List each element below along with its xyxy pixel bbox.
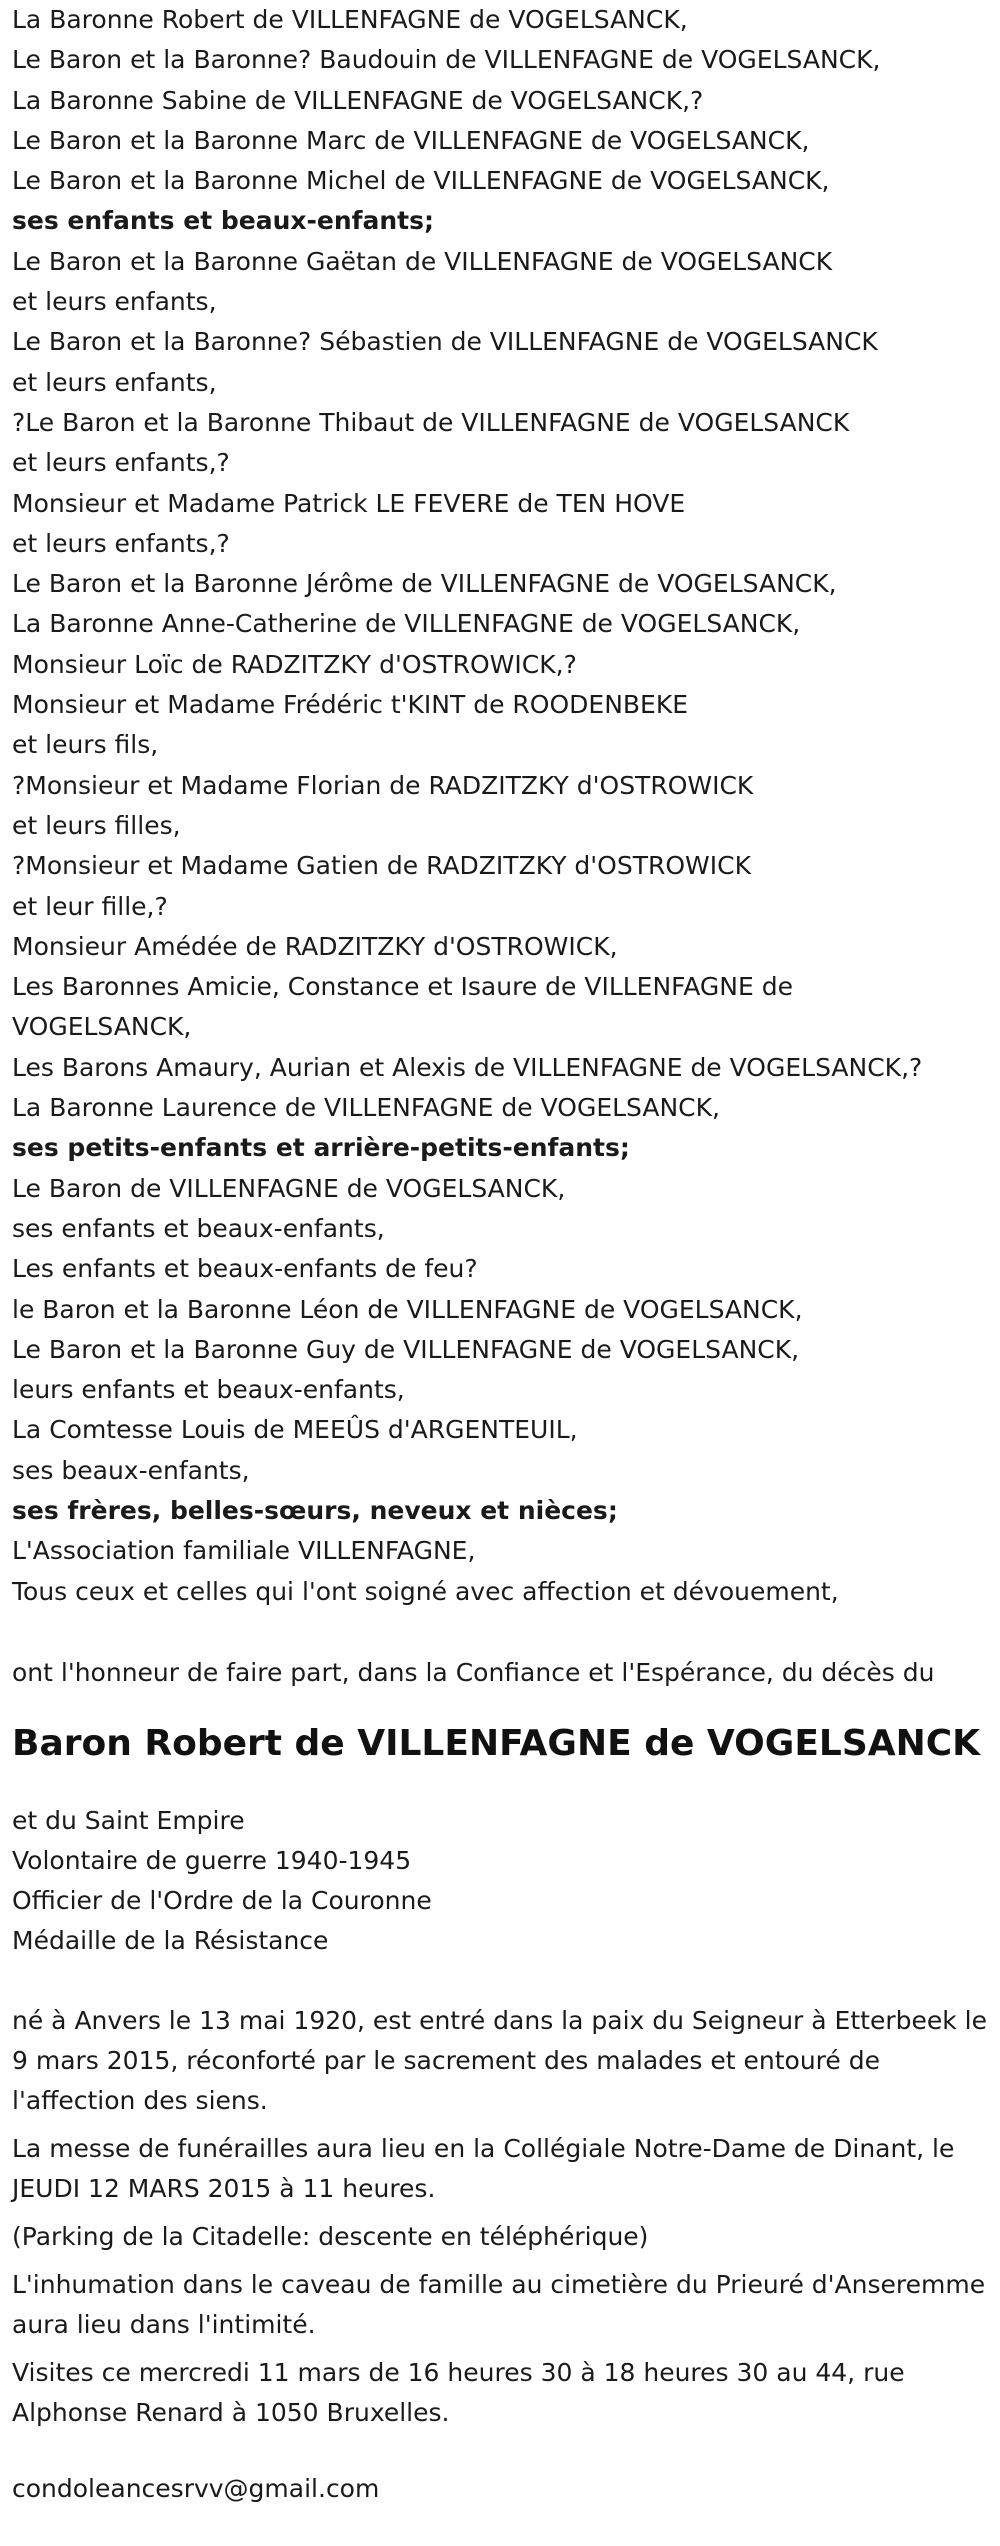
family-line: Monsieur et Madame Frédéric t'KINT de ROODENBEKE [12, 690, 689, 720]
family-line: VOGELSANCK, [12, 1012, 192, 1042]
family-line: ses enfants et beaux-enfants, [12, 1213, 385, 1243]
family-line: ?Monsieur et Madame Gatien de RADZITZKY d'OSTROWICK [12, 851, 751, 881]
family-group-heading: ses petits-enfants et arrière-petits-enfants; [12, 1133, 630, 1163]
family-line: leurs enfants et beaux-enfants, [12, 1375, 405, 1405]
family-line: Le Baron et la Baronne? Sébastien de VILLENFAGNE de VOGELSANCK [12, 327, 878, 357]
family-list [12, 0, 1000, 1612]
family-line: ?Le Baron et la Baronne Thibaut de VILLENFAGNE de VOGELSANCK [12, 407, 850, 437]
family-line: et leurs enfants, [12, 367, 217, 397]
family-line: Monsieur et Madame Patrick LE FEVERE de TEN HOVE [12, 488, 686, 518]
family-line: le Baron et la Baronne Léon de VILLENFAGNE de VOGELSANCK, [12, 1294, 803, 1324]
family-line: ?Monsieur et Madame Florian de RADZITZKY d'OSTROWICK [12, 770, 754, 800]
family-line: et leurs filles, [12, 810, 181, 840]
family-line: Le Baron et la Baronne Michel de VILLENFAGNE de VOGELSANCK, [12, 166, 830, 196]
family-line: Le Baron et la Baronne Guy de VILLENFAGNE de VOGELSANCK, [12, 1334, 800, 1364]
funeral-mass-paragraph: La messe de funérailles aura lieu en la Collégiale Notre-Dame de Dinant, le JEUDI 12 MARS 2015 à 11 heures. [12, 2133, 955, 2203]
family-line: La Baronne Laurence de VILLENFAGNE de VOGELSANCK, [12, 1093, 720, 1123]
family-line: ses beaux-enfants, [12, 1455, 250, 1485]
family-line: Le Baron et la Baronne? Baudouin de VILLENFAGNE de VOGELSANCK, [12, 45, 881, 75]
family-line: La Baronne Sabine de VILLENFAGNE de VOGELSANCK,? [12, 85, 704, 115]
honorific-titles [12, 1801, 1000, 1961]
family-line: Monsieur Loïc de RADZITZKY d'OSTROWICK,? [12, 649, 577, 679]
family-line: Le Baron de VILLENFAGNE de VOGELSANCK, [12, 1173, 566, 1203]
title-line: et du Saint Empire [12, 1805, 245, 1835]
deceased-name: Baron Robert de VILLENFAGNE de VOGELSANCK [12, 1722, 981, 1764]
family-line: La Comtesse Louis de MEEÛS d'ARGENTEUIL, [12, 1415, 578, 1445]
family-line: Le Baron et la Baronne Marc de VILLENFAGNE de VOGELSANCK, [12, 125, 810, 155]
visits-paragraph: Visites ce mercredi 11 mars de 16 heures 30 à 18 heures 30 au 44, rue Alphonse Renard à 1050 Bruxelles. [12, 2357, 905, 2427]
burial-paragraph: L'inhumation dans le caveau de famille au cimetière du Prieuré d'Anseremme aura lieu dans l'intimité. [12, 2269, 986, 2339]
family-line: L'Association familiale VILLENFAGNE, [12, 1536, 476, 1566]
family-line: Les Baronnes Amicie, Constance et Isaure de VILLENFAGNE de [12, 972, 793, 1002]
parking-note: (Parking de la Citadelle: descente en téléphérique) [12, 2221, 649, 2251]
family-line: et leurs enfants,? [12, 448, 230, 478]
obituary-document [12, 0, 1000, 2509]
family-group-heading: ses enfants et beaux-enfants; [12, 206, 435, 236]
family-group-heading: ses frères, belles-sœurs, neveux et nièces; [12, 1495, 618, 1525]
birth-death-paragraph: né à Anvers le 13 mai 1920, est entré dans la paix du Seigneur à Etterbeek le 9 mars 2015, réconforté par le sacrement des malades et entouré de l'affection des siens. [12, 2005, 987, 2115]
family-line: La Baronne Anne-Catherine de VILLENFAGNE de VOGELSANCK, [12, 609, 801, 639]
title-line: Volontaire de guerre 1940-1945 [12, 1845, 412, 1875]
family-line: Les Barons Amaury, Aurian et Alexis de VILLENFAGNE de VOGELSANCK,? [12, 1052, 923, 1082]
title-line: Médaille de la Résistance [12, 1925, 329, 1955]
family-line: et leurs enfants, [12, 287, 217, 317]
family-line: Les enfants et beaux-enfants de feu? [12, 1254, 478, 1284]
condolences-email[interactable]: condoleancesrvv@gmail.com [12, 2473, 380, 2503]
family-line: Le Baron et la Baronne Gaëtan de VILLENFAGNE de VOGELSANCK [12, 246, 833, 276]
title-line: Officier de l'Ordre de la Couronne [12, 1885, 432, 1915]
family-line: et leurs enfants,? [12, 528, 230, 558]
family-line: Monsieur Amédée de RADZITZKY d'OSTROWICK, [12, 931, 618, 961]
family-line: Tous ceux et celles qui l'ont soigné avec affection et dévouement, [12, 1576, 839, 1606]
family-line: La Baronne Robert de VILLENFAGNE de VOGELSANCK, [12, 5, 688, 34]
family-line: et leurs fils, [12, 730, 159, 760]
announcement-intro: ont l'honneur de faire part, dans la Confiance et l'Espérance, du décès du [12, 1657, 935, 1687]
family-line: et leur fille,? [12, 891, 168, 921]
family-line: Le Baron et la Baronne Jérôme de VILLENFAGNE de VOGELSANCK, [12, 569, 837, 599]
